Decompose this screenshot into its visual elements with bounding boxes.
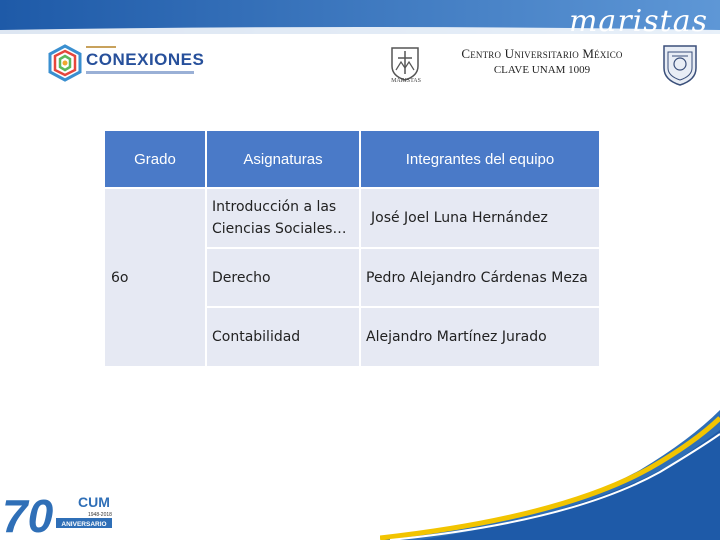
decorative-wave <box>380 410 720 540</box>
asignatura-3: Contabilidad <box>212 329 301 345</box>
conexiones-emblem-icon <box>46 44 84 82</box>
integrante-2: Pedro Alejandro Cárdenas Meza <box>366 269 588 286</box>
table-row-2-asignatura <box>207 249 359 306</box>
anniversary-years: 1948-2018 <box>88 512 112 518</box>
header-integrantes-label: Integrantes del equipo <box>405 150 555 168</box>
asignatura-1: Introducción a las Ciencias Sociales… <box>212 199 347 237</box>
unam-crest-icon <box>660 42 700 88</box>
cum-label: CUM <box>78 494 110 510</box>
integrante-1: José Joel Luna Hernández <box>371 210 548 226</box>
anniversary-emblem-icon <box>0 488 120 540</box>
table-row-1-integrante <box>361 189 599 247</box>
header-integrantes <box>361 131 599 187</box>
header-grado <box>105 131 205 187</box>
conexiones-logo <box>46 44 205 84</box>
asignatura-2: Derecho <box>212 269 271 286</box>
institution-title: Centro Universitario México <box>461 46 623 61</box>
conexiones-top-line <box>86 46 116 48</box>
maristas-crest-label: MARISTAS <box>391 78 421 84</box>
integrante-3: Alejandro Martínez Jurado <box>366 329 547 345</box>
anniversary-number: 70 <box>2 490 54 540</box>
conexiones-title: CONEXIONES <box>86 50 205 69</box>
table-row-1-asignatura <box>207 189 359 247</box>
header-asignaturas-label: Asignaturas <box>243 150 323 168</box>
header-asignaturas <box>207 131 359 187</box>
header-grado-label: Grado <box>134 150 176 168</box>
institution-clave: CLAVE UNAM 1009 <box>493 64 591 76</box>
anniversary-label: ANIVERSARIO <box>61 521 107 528</box>
grado-cell <box>105 189 205 366</box>
table-row-3-integrante <box>361 308 599 366</box>
grado-value: 6o <box>111 269 129 286</box>
table-row-2-integrante <box>361 249 599 306</box>
maristas-logo: maristas <box>568 4 708 39</box>
conexiones-subtitle-line <box>86 71 194 74</box>
anniversary-logo <box>0 488 120 540</box>
table-row-3-asignatura <box>207 308 359 366</box>
